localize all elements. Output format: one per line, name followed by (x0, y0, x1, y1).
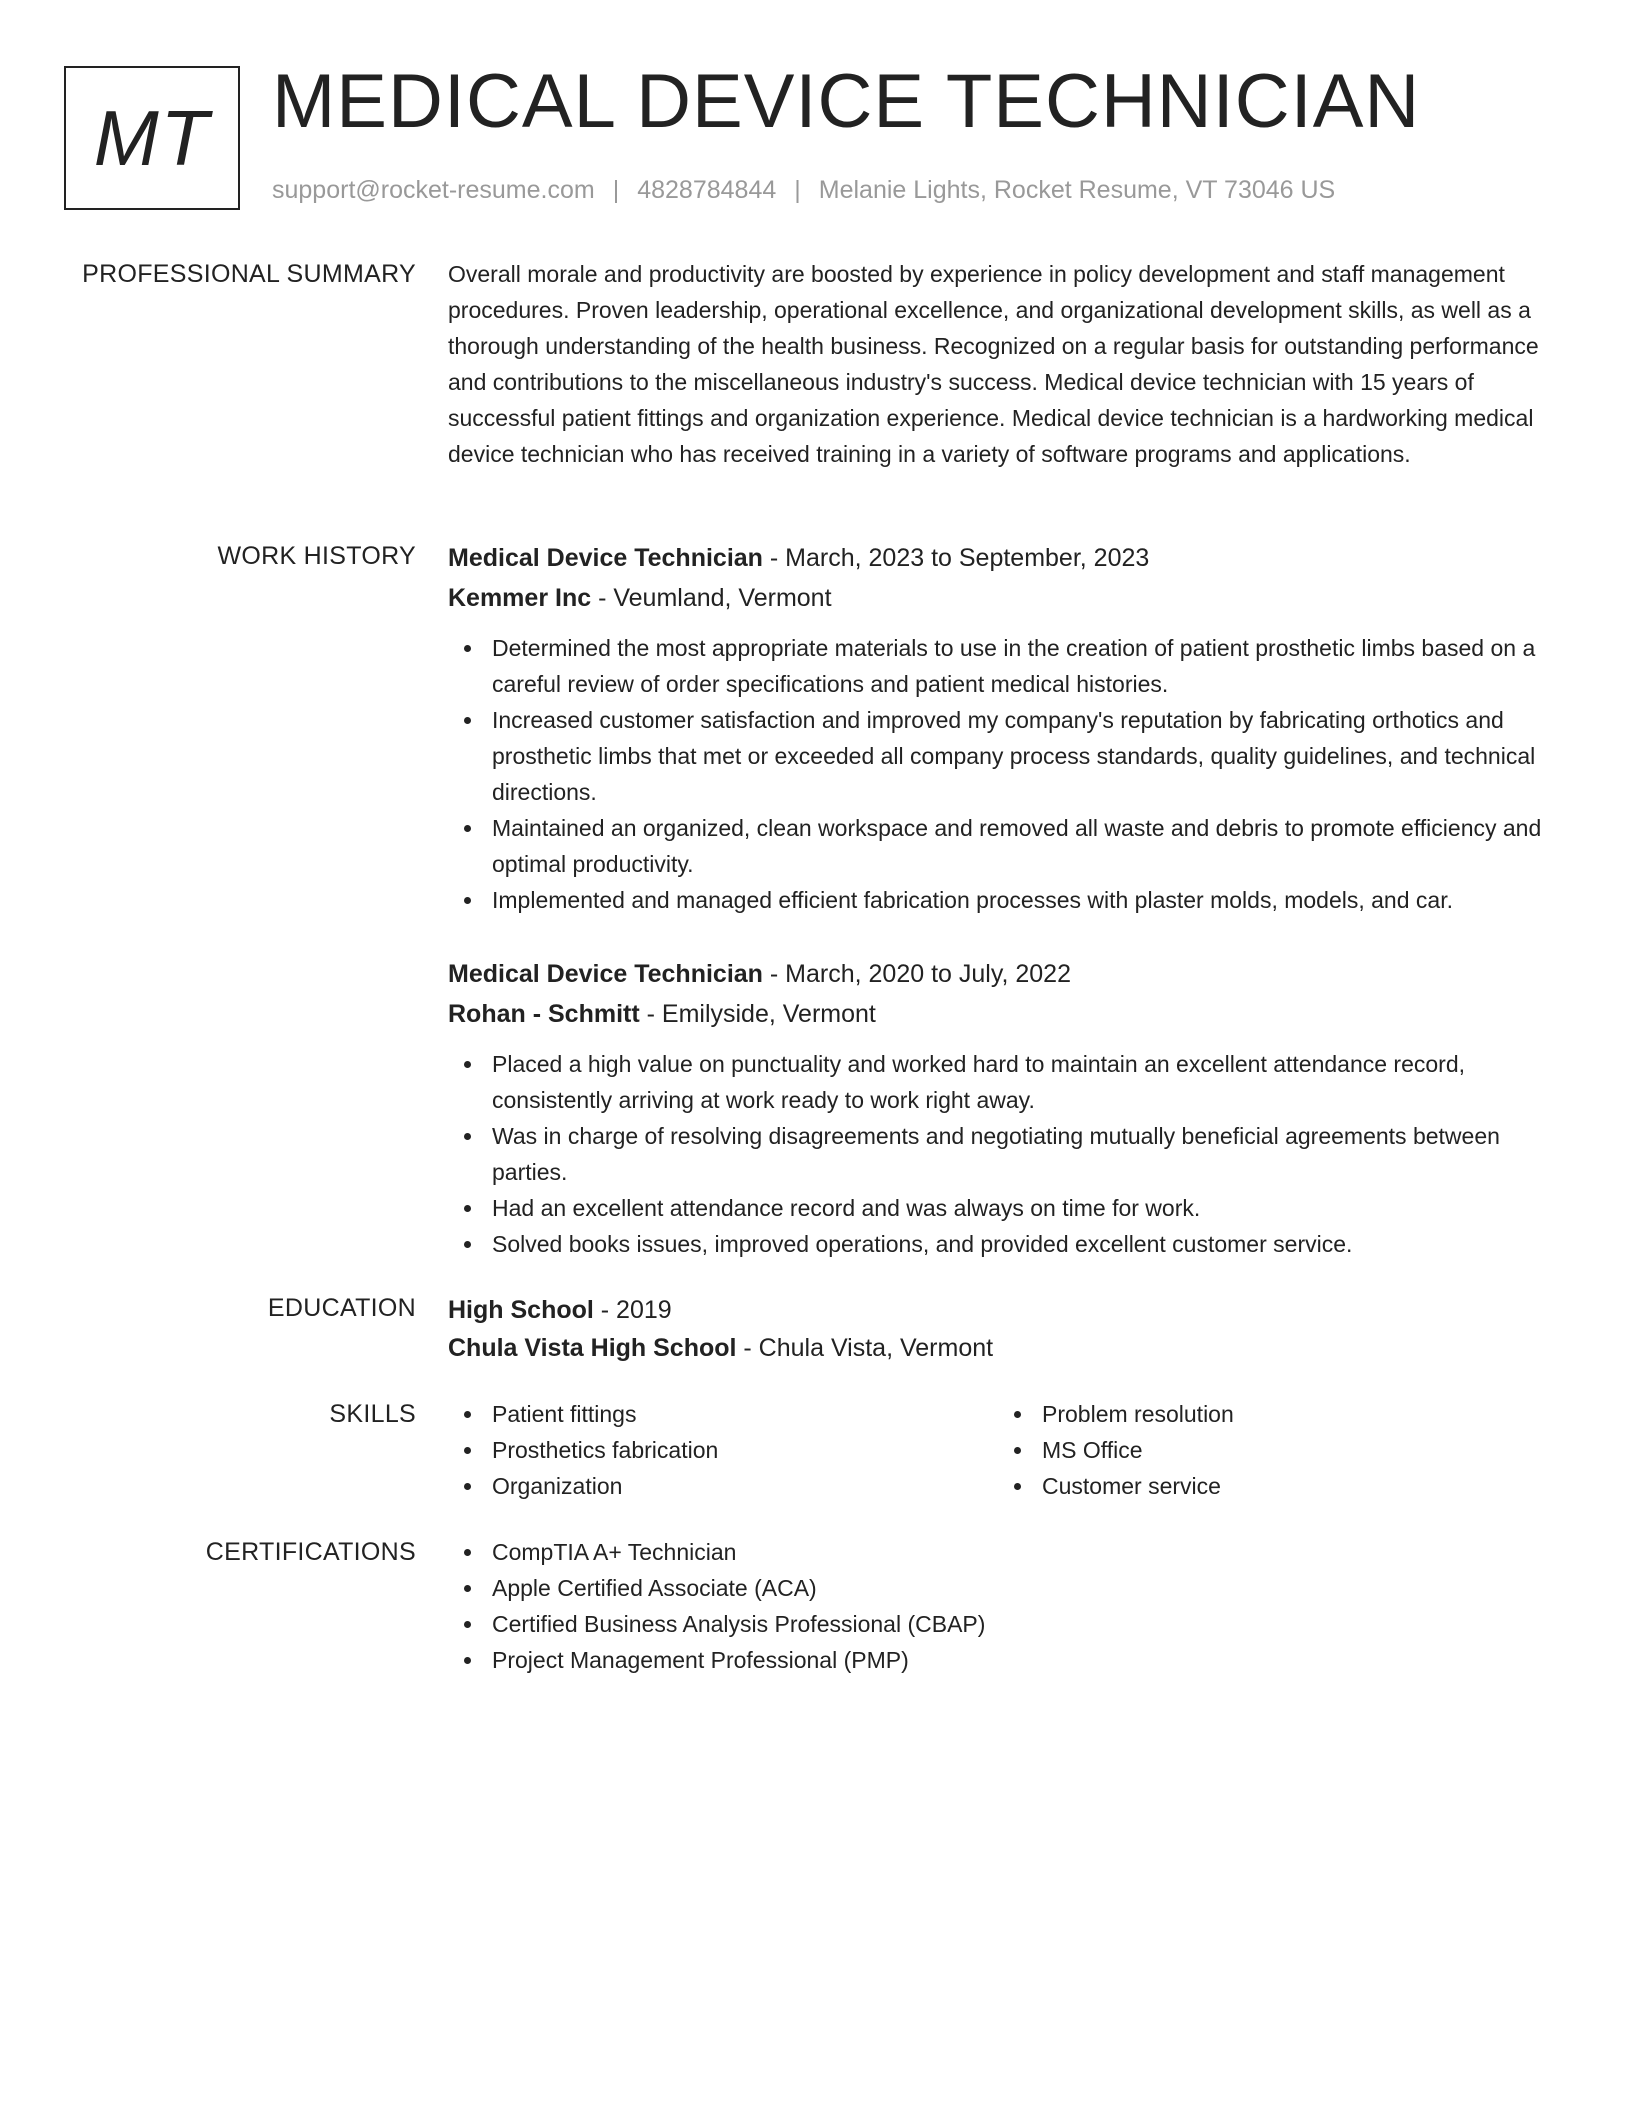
summary-text: Overall morale and productivity are boosted by experience in policy development and staff management procedures. Proven leadership, operational excellence, and organizational development skills, as well as a thorough understanding of the health business. Recognized on a regular basis for outstanding performance and contributions to the miscellaneous industry's success. Medical device technician with 15 years of successful patient fittings and organization experience. Medical device technician is a hardworking medical device technician who has received training in a variety of software programs and applications. (448, 261, 1539, 467)
skill-item: Organization (448, 1468, 998, 1504)
job-title-line (448, 538, 1568, 578)
certifications-list (448, 1534, 1568, 1678)
skill-item: Patient fittings (448, 1396, 998, 1432)
monogram-box (64, 66, 240, 210)
contact-separator: | (794, 176, 801, 204)
education-section (0, 1290, 1632, 1368)
education-body (448, 1290, 1568, 1368)
certification-item: Project Management Professional (PMP) (448, 1642, 1568, 1678)
skill-item: Customer service (998, 1468, 1548, 1504)
company-line (448, 578, 1568, 618)
job-bullets (448, 630, 1568, 918)
company-line (448, 994, 1568, 1034)
job-bullet: Maintained an organized, clean workspace and removed all waste and debris to promote efficiency and optimal productivity. (448, 810, 1568, 882)
skills-body (448, 1396, 1568, 1504)
resume-title: MEDICAL DEVICE TECHNICIAN (272, 59, 1421, 144)
job-bullet: Placed a high value on punctuality and worked hard to maintain an excellent attendance record, consistently arriving at work ready to work right away. (448, 1046, 1568, 1118)
certifications-body (448, 1534, 1568, 1678)
skills-grid (448, 1396, 1568, 1504)
job-title: Medical Device Technician (448, 960, 763, 988)
section-label-summary: PROFESSIONAL SUMMARY (82, 260, 416, 288)
education-school-line (448, 1328, 1568, 1368)
job-entry (448, 954, 1568, 1262)
contact-email: support@rocket-resume.com (272, 176, 595, 204)
section-label-certifications: CERTIFICATIONS (205, 1538, 416, 1566)
job-dates: - March, 2020 to July, 2022 (762, 960, 1071, 988)
skill-item: MS Office (998, 1432, 1548, 1468)
job-bullets (448, 1046, 1568, 1262)
contact-address: Melanie Lights, Rocket Resume, VT 73046 US (818, 176, 1336, 204)
section-label-skills: SKILLS (329, 1400, 416, 1428)
skill-item: Prosthetics fabrication (448, 1432, 998, 1468)
job-bullet: Had an excellent attendance record and was always on time for work. (448, 1190, 1568, 1226)
education-school: Chula Vista High School (448, 1334, 737, 1362)
education-degree-line (448, 1290, 1568, 1330)
skills-list-left (448, 1396, 998, 1504)
company-name: Rohan - Schmitt (448, 1000, 640, 1028)
certification-item: Certified Business Analysis Professional (CBAP) (448, 1606, 1568, 1642)
skills-section (0, 1396, 1632, 1504)
work-history-section (0, 538, 1632, 1298)
contact-phone: 4828784844 (637, 176, 777, 204)
education-location: - Chula Vista, Vermont (736, 1334, 994, 1362)
certification-item: Apple Certified Associate (ACA) (448, 1570, 1568, 1606)
skill-item: Problem resolution (998, 1396, 1548, 1432)
contact-separator: | (612, 176, 620, 204)
job-bullet: Increased customer satisfaction and improved my company's reputation by fabricating orthotics and prosthetic limbs that met or exceeded all company process standards, quality guidelines, and technical directions. (448, 702, 1568, 810)
company-location: - Emilyside, Vermont (639, 1000, 876, 1028)
section-label-work: WORK HISTORY (217, 542, 416, 570)
education-year: - 2019 (593, 1296, 672, 1324)
job-bullet: Was in charge of resolving disagreements and negotiating mutually beneficial agreements between parties. (448, 1118, 1568, 1190)
certification-item: CompTIA A+ Technician (448, 1534, 1568, 1570)
section-label-education: EDUCATION (267, 1294, 416, 1322)
contact-line (272, 176, 1335, 205)
company-name: Kemmer Inc (448, 584, 592, 612)
skills-list-right (998, 1396, 1548, 1504)
job-entry (448, 538, 1568, 918)
job-bullet: Solved books issues, improved operations, and provided excellent customer service. (448, 1226, 1568, 1262)
monogram-initials: MT (93, 93, 211, 182)
work-history-body (448, 538, 1568, 1298)
job-title-line (448, 954, 1568, 994)
summary-section (0, 256, 1632, 472)
job-dates: - March, 2023 to September, 2023 (762, 544, 1150, 572)
job-bullet: Implemented and managed efficient fabrication processes with plaster molds, models, and car. (448, 882, 1568, 918)
job-title: Medical Device Technician (448, 544, 763, 572)
education-degree: High School (448, 1296, 594, 1324)
company-location: - Veumland, Vermont (591, 584, 832, 612)
job-bullet: Determined the most appropriate materials to use in the creation of patient prosthetic limbs based on a careful review of order specifications and patient medical histories. (448, 630, 1568, 702)
certifications-section (0, 1534, 1632, 1678)
